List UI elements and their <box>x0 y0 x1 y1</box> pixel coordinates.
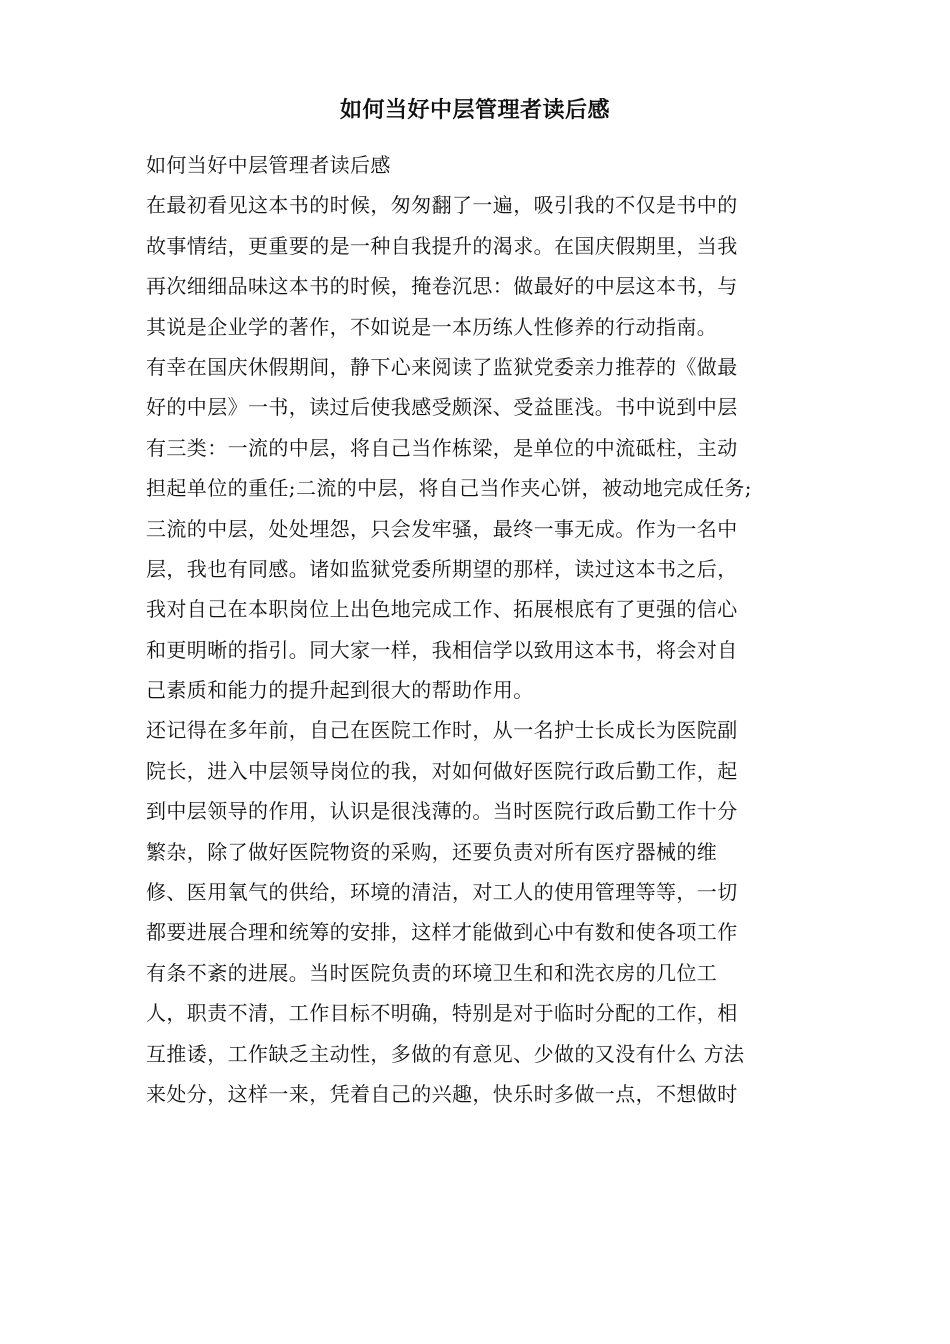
text-line: 如何当好中层管理者读后感 <box>146 153 391 177</box>
text-line: 好的中层》一书，读过后使我感受颇深、受益匪浅。书中说到中层 <box>146 395 738 420</box>
text-line: 在最初看见这本书的时候，匆匆翻了一遍，吸引我的不仅是书中的 <box>146 193 738 218</box>
text-line: 三流的中层，处处埋怨，只会发牢骚，最终一事无成。作为一名中 <box>146 516 738 541</box>
text-line: 到中层领导的作用，认识是很浅薄的。当时医院行政后勤工作十分 <box>146 799 738 824</box>
text-line: 再次细细品味这本书的时候，掩卷沉思：做最好的中层这本书，与 <box>146 274 738 299</box>
document-title: 如何当好中层管理者读后感 <box>339 97 610 123</box>
text-line: 和更明晰的指引。同大家一样，我相信学以致用这本书，将会对自 <box>146 637 738 662</box>
text-line: 其说是企业学的著作，不如说是一本历练人性修养的行动指南。 <box>146 314 718 339</box>
text-line: 层，我也有同感。诸如监狱党委所期望的那样，读过这本书之后， <box>146 556 738 581</box>
text-line: 互推诿，工作缺乏主动性，多做的有意见、少做的又没有什么 方法 <box>146 1041 745 1066</box>
text-line: 繁杂，除了做好医院物资的采购，还要负责对所有医疗器械的维 <box>146 839 718 864</box>
text-line: 我对自己在本职岗位上出色地完成工作、拓展根底有了更强的信心 <box>146 597 738 622</box>
text-line: 都要进展合理和统筹的安排，这样才能做到心中有数和使各项工作 <box>146 920 738 945</box>
text-line: 来处分，这样一来，凭着自己的兴趣，快乐时多做一点，不想做时 <box>146 1081 738 1106</box>
text-line: 己素质和能力的提升起到很大的帮助作用。 <box>146 678 534 703</box>
text-line: 担起单位的重任;二流的中层，将自己当作夹心饼，被动地完成任务; <box>146 476 752 501</box>
text-line: 有三类：一流的中层，将自己当作栋梁，是单位的中流砥柱，主动 <box>146 435 738 460</box>
text-line: 还记得在多年前，自己在医院工作时，从一名护士长成长为医院副 <box>146 718 738 743</box>
document-body <box>146 145 836 1114</box>
text-line: 有条不紊的进展。当时医院负责的环境卫生和和洗衣房的几位工 <box>146 960 718 985</box>
text-line: 故事情结，更重要的是一种自我提升的渴求。在国庆假期里，当我 <box>146 233 738 258</box>
text-line: 修、医用氧气的供给，环境的清洁，对工人的使用管理等等，一切 <box>146 880 738 905</box>
text-line: 有幸在国庆休假期间，静下心来阅读了监狱党委亲力推荐的《做最 <box>146 354 738 379</box>
text-line: 院长，进入中层领导岗位的我，对如何做好医院行政后勤工作，起 <box>146 758 738 783</box>
text-line: 人，职责不清，工作目标不明确，特别是对于临时分配的工作，相 <box>146 1001 738 1026</box>
